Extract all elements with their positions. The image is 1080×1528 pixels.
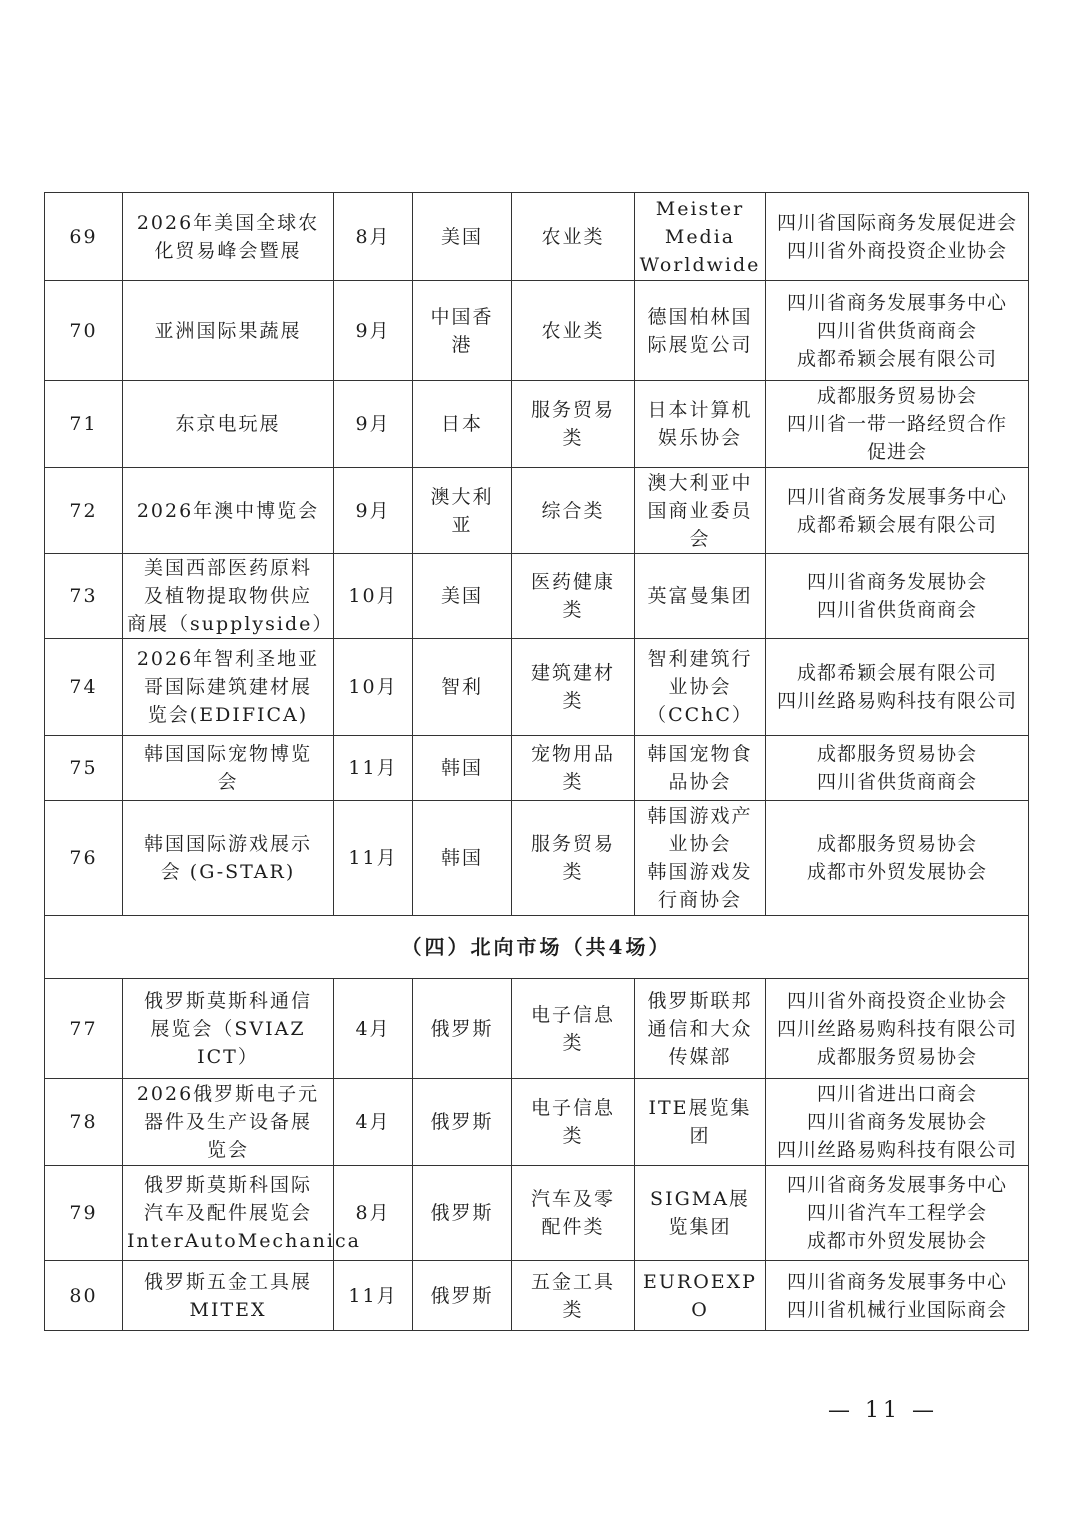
cell-units: 四川省商务发展协会 四川省供货商商会 <box>766 554 1029 639</box>
cell-units: 成都服务贸易协会 成都市外贸发展协会 <box>766 801 1029 916</box>
cell-country: 俄罗斯 <box>413 1166 512 1261</box>
table-row <box>45 1166 1029 1261</box>
cell-category: 服务贸易 类 <box>512 381 635 468</box>
cell-month: 4月 <box>334 979 413 1079</box>
table-row <box>45 281 1029 381</box>
cell-no: 80 <box>45 1261 123 1331</box>
table-row <box>45 639 1029 736</box>
cell-month: 9月 <box>334 281 413 381</box>
cell-month: 8月 <box>334 1166 413 1261</box>
cell-units: 四川省商务发展事务中心 成都希颖会展有限公司 <box>766 468 1029 554</box>
rows-group-b <box>45 979 1029 1331</box>
exhibition-table <box>44 192 1029 1331</box>
cell-organizer: SIGMA展 览集团 <box>635 1166 766 1261</box>
cell-no: 71 <box>45 381 123 468</box>
cell-month: 11月 <box>334 736 413 801</box>
cell-name: 2026年澳中博览会 <box>123 468 334 554</box>
cell-country: 美国 <box>413 554 512 639</box>
cell-no: 78 <box>45 1079 123 1166</box>
cell-country: 韩国 <box>413 736 512 801</box>
cell-name: 美国西部医药原料 及植物提取物供应 商展（supplyside） <box>123 554 334 639</box>
section-group <box>45 916 1029 979</box>
table-row <box>45 193 1029 281</box>
cell-organizer: ITE展览集 团 <box>635 1079 766 1166</box>
section-row <box>45 916 1029 979</box>
cell-no: 74 <box>45 639 123 736</box>
cell-organizer: 韩国游戏产 业协会 韩国游戏发 行商协会 <box>635 801 766 916</box>
cell-category: 服务贸易 类 <box>512 801 635 916</box>
cell-no: 76 <box>45 801 123 916</box>
cell-month: 10月 <box>334 639 413 736</box>
cell-no: 73 <box>45 554 123 639</box>
cell-category: 五金工具 类 <box>512 1261 635 1331</box>
table-row <box>45 801 1029 916</box>
cell-name: 俄罗斯莫斯科通信 展览会（SVIAZ ICT） <box>123 979 334 1079</box>
cell-units: 成都服务贸易协会 四川省供货商商会 <box>766 736 1029 801</box>
cell-month: 9月 <box>334 468 413 554</box>
cell-no: 69 <box>45 193 123 281</box>
cell-month: 8月 <box>334 193 413 281</box>
cell-units: 四川省进出口商会 四川省商务发展协会 四川丝路易购科技有限公司 <box>766 1079 1029 1166</box>
table-row <box>45 468 1029 554</box>
cell-category: 农业类 <box>512 281 635 381</box>
cell-units: 四川省商务发展事务中心 四川省汽车工程学会 成都市外贸发展协会 <box>766 1166 1029 1261</box>
cell-organizer: EUROEXP O <box>635 1261 766 1331</box>
table-row <box>45 554 1029 639</box>
cell-month: 10月 <box>334 554 413 639</box>
cell-category: 汽车及零 配件类 <box>512 1166 635 1261</box>
cell-name: 韩国国际游戏展示 会 (G-STAR) <box>123 801 334 916</box>
cell-no: 77 <box>45 979 123 1079</box>
cell-category: 农业类 <box>512 193 635 281</box>
cell-category: 电子信息 类 <box>512 979 635 1079</box>
cell-no: 70 <box>45 281 123 381</box>
cell-name: 东京电玩展 <box>123 381 334 468</box>
cell-country: 澳大利 亚 <box>413 468 512 554</box>
table-row <box>45 1261 1029 1331</box>
cell-month: 4月 <box>334 1079 413 1166</box>
cell-organizer: 日本计算机 娱乐协会 <box>635 381 766 468</box>
section-title: （四）北向市场（共4场） <box>45 916 1029 979</box>
cell-name: 2026年智利圣地亚 哥国际建筑建材展 览会(EDIFICA) <box>123 639 334 736</box>
cell-name: 2026俄罗斯电子元 器件及生产设备展 览会 <box>123 1079 334 1166</box>
cell-category: 综合类 <box>512 468 635 554</box>
cell-country: 智利 <box>413 639 512 736</box>
cell-organizer: Meister Media Worldwide <box>635 193 766 281</box>
cell-category: 医药健康 类 <box>512 554 635 639</box>
cell-units: 成都服务贸易协会 四川省一带一路经贸合作 促进会 <box>766 381 1029 468</box>
cell-month: 11月 <box>334 1261 413 1331</box>
cell-name: 俄罗斯五金工具展 MITEX <box>123 1261 334 1331</box>
cell-category: 宠物用品 类 <box>512 736 635 801</box>
page-number: — 11 — <box>828 1398 938 1423</box>
cell-country: 俄罗斯 <box>413 979 512 1079</box>
table-row <box>45 979 1029 1079</box>
cell-category: 电子信息 类 <box>512 1079 635 1166</box>
table-row <box>45 1079 1029 1166</box>
cell-country: 日本 <box>413 381 512 468</box>
rows-group-a <box>45 193 1029 916</box>
cell-organizer: 英富曼集团 <box>635 554 766 639</box>
cell-name: 亚洲国际果蔬展 <box>123 281 334 381</box>
cell-month: 11月 <box>334 801 413 916</box>
cell-country: 俄罗斯 <box>413 1261 512 1331</box>
cell-month: 9月 <box>334 381 413 468</box>
cell-organizer: 德国柏林国 际展览公司 <box>635 281 766 381</box>
cell-organizer: 智利建筑行 业协会 （CChC） <box>635 639 766 736</box>
cell-no: 79 <box>45 1166 123 1261</box>
cell-organizer: 澳大利亚中 国商业委员 会 <box>635 468 766 554</box>
cell-units: 成都希颖会展有限公司 四川丝路易购科技有限公司 <box>766 639 1029 736</box>
cell-name: 韩国国际宠物博览 会 <box>123 736 334 801</box>
cell-country: 俄罗斯 <box>413 1079 512 1166</box>
cell-country: 中国香 港 <box>413 281 512 381</box>
cell-organizer: 韩国宠物食 品协会 <box>635 736 766 801</box>
table-row <box>45 736 1029 801</box>
cell-name: 2026年美国全球农 化贸易峰会暨展 <box>123 193 334 281</box>
cell-organizer: 俄罗斯联邦 通信和大众 传媒部 <box>635 979 766 1079</box>
table-row <box>45 381 1029 468</box>
cell-no: 72 <box>45 468 123 554</box>
cell-name: 俄罗斯莫斯科国际 汽车及配件展览会 InterAutoMechanica <box>123 1166 334 1261</box>
cell-no: 75 <box>45 736 123 801</box>
cell-country: 美国 <box>413 193 512 281</box>
cell-units: 四川省商务发展事务中心 四川省机械行业国际商会 <box>766 1261 1029 1331</box>
cell-units: 四川省国际商务发展促进会 四川省外商投资企业协会 <box>766 193 1029 281</box>
cell-category: 建筑建材 类 <box>512 639 635 736</box>
cell-units: 四川省外商投资企业协会 四川丝路易购科技有限公司 成都服务贸易协会 <box>766 979 1029 1079</box>
cell-units: 四川省商务发展事务中心 四川省供货商商会 成都希颖会展有限公司 <box>766 281 1029 381</box>
cell-country: 韩国 <box>413 801 512 916</box>
